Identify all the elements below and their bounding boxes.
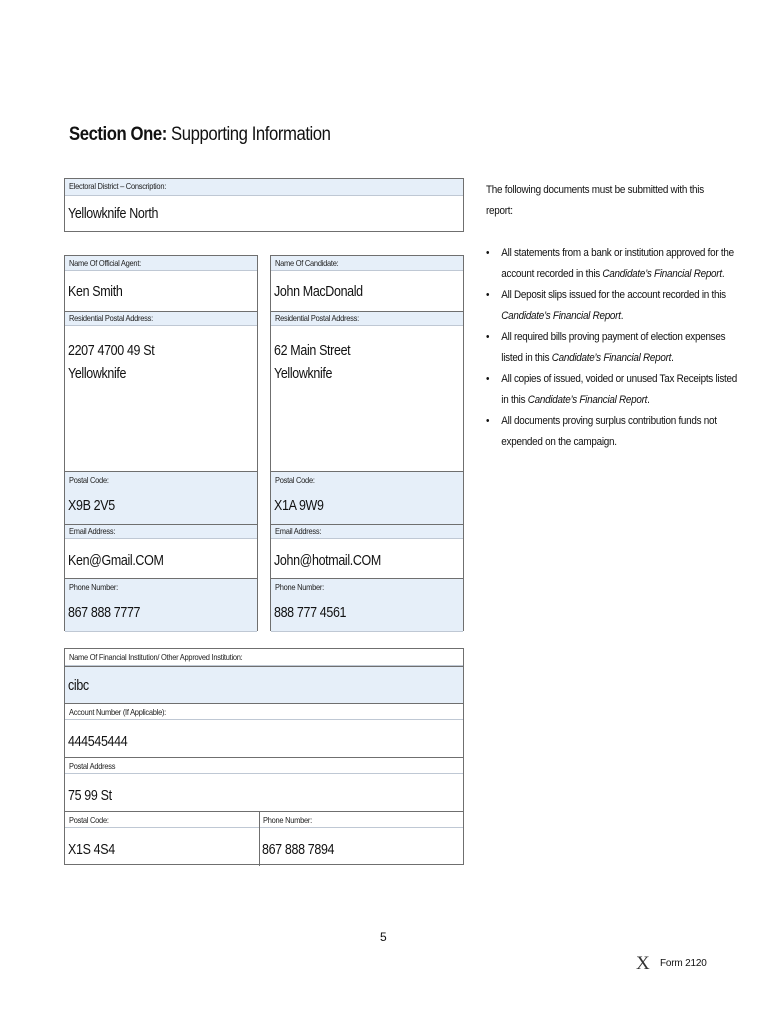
section-title — [69, 124, 331, 146]
bullet-icon: • — [486, 373, 490, 385]
bullet-icon: • — [486, 247, 490, 259]
agent-postal-field[interactable]: X9B 2V5 — [68, 498, 115, 514]
candidate-name-label: Name Of Candidate: — [275, 258, 339, 268]
district-label: Electoral District – Conscription: — [69, 181, 167, 191]
agent-name-field[interactable]: Ken Smith — [68, 284, 123, 300]
agent-phone-field[interactable]: 867 888 7777 — [68, 605, 141, 621]
agent-name-label: Name Of Official Agent: — [69, 258, 141, 268]
document-list-item — [486, 369, 737, 411]
institution-postal-label: Postal Code: — [69, 815, 109, 825]
district-label-strip — [65, 179, 463, 196]
candidate-address-label: Residential Postal Address: — [275, 313, 359, 323]
candidate-name-label-strip — [271, 256, 463, 271]
account-field[interactable]: 444545444 — [68, 734, 128, 750]
documents-intro: The following documents must be submitted with this report: — [486, 184, 704, 217]
institution-address-field[interactable]: 75 99 St — [68, 788, 112, 804]
agent-postal-block — [65, 471, 257, 525]
bullet-icon: • — [486, 331, 490, 343]
document-list-item — [486, 243, 737, 285]
candidate-phone-field[interactable]: 888 777 4561 — [274, 605, 347, 621]
candidate-phone-label: Phone Number: — [275, 582, 324, 592]
institution-name-label-strip — [65, 649, 463, 666]
account-label: Account Number (If Applicable): — [69, 707, 167, 717]
document-item-emphasis: Candidate’s Financial Report — [527, 394, 648, 406]
candidate-address-line2: Yellowknife — [274, 366, 333, 382]
document-item-emphasis: Candidate’s Financial Report — [551, 352, 672, 364]
candidate-name-field[interactable]: John MacDonald — [274, 284, 363, 300]
document-item-end: . — [671, 352, 674, 364]
document-list-item — [486, 327, 737, 369]
document-item-end: . — [721, 268, 725, 280]
candidate-email-label: Email Address: — [275, 526, 322, 536]
agent-email-field[interactable]: Ken@Gmail.COM — [68, 553, 164, 569]
agent-name-label-strip — [65, 256, 257, 271]
agent-postal-label: Postal Code: — [69, 475, 109, 485]
agent-email-label-strip — [65, 524, 257, 539]
bullet-icon: • — [486, 415, 490, 427]
institution-name-field[interactable]: cibc — [68, 678, 89, 694]
agent-email-label: Email Address: — [69, 526, 116, 536]
document-item-end: . — [647, 394, 650, 406]
document-list-item — [486, 285, 737, 327]
candidate-postal-field[interactable]: X1A 9W9 — [274, 498, 324, 514]
agent-phone-label: Phone Number: — [69, 582, 118, 592]
institution-address-label-strip — [65, 757, 463, 774]
document-item-text: All statements from a bank or institution approved for the account recorded in this — [501, 247, 734, 280]
section-title-bold: Section One: — [69, 124, 167, 145]
institution-name-block — [65, 666, 463, 703]
footer-mark: X — [636, 953, 650, 974]
candidate-postal-label: Postal Code: — [275, 475, 315, 485]
account-label-strip — [65, 703, 463, 720]
documents-intro-block — [486, 180, 726, 222]
document-item-text: All copies of issued, voided or unused Tax Receipts listed in this — [501, 373, 737, 406]
form-number: Form 2120 — [660, 958, 707, 969]
agent-phone-block — [65, 578, 257, 632]
candidate-email-field[interactable]: John@hotmail.COM — [274, 553, 381, 569]
candidate-postal-block — [271, 471, 463, 525]
candidate-panel — [270, 255, 464, 631]
institution-name-label: Name Of Financial Institution/ Other Approved Institution: — [69, 652, 243, 662]
institution-phone-field[interactable]: 867 888 7894 — [262, 842, 335, 858]
agent-address-line1: 2207 4700 49 St — [68, 343, 155, 359]
documents-list — [486, 243, 736, 453]
district-value[interactable]: Yellowknife North — [68, 206, 159, 222]
agent-address-line2: Yellowknife — [68, 366, 127, 382]
candidate-address-label-strip — [271, 311, 463, 326]
institution-postal-label-strip — [65, 811, 463, 828]
institution-panel — [64, 648, 464, 865]
candidate-phone-block — [271, 578, 463, 632]
agent-address-label: Residential Postal Address: — [69, 313, 153, 323]
document-item-text: All required bills proving payment of election expenses listed in this — [501, 331, 726, 364]
institution-phone-label: Phone Number: — [263, 815, 312, 825]
section-title-rest: Supporting Information — [166, 124, 331, 145]
document-item-emphasis: Candidate’s Financial Report — [501, 310, 621, 322]
document-item-end: . — [620, 310, 624, 322]
agent-address-label-strip — [65, 311, 257, 326]
institution-address-label: Postal Address — [69, 761, 116, 771]
institution-postal-field[interactable]: X1S 4S4 — [68, 842, 115, 858]
bullet-icon: • — [486, 289, 490, 301]
agent-panel — [64, 255, 258, 631]
candidate-address-line1: 62 Main Street — [274, 343, 351, 359]
district-field[interactable] — [64, 178, 464, 232]
document-item-text: All Deposit slips issued for the account recorded in this — [501, 289, 726, 301]
document-item-emphasis: Candidate’s Financial Report — [602, 268, 722, 280]
document-list-item — [486, 411, 737, 453]
document-item-text: All documents proving surplus contribution funds not expended on the campaign. — [501, 415, 717, 448]
page-number: 5 — [380, 930, 387, 944]
candidate-email-label-strip — [271, 524, 463, 539]
institution-divider — [259, 811, 260, 866]
